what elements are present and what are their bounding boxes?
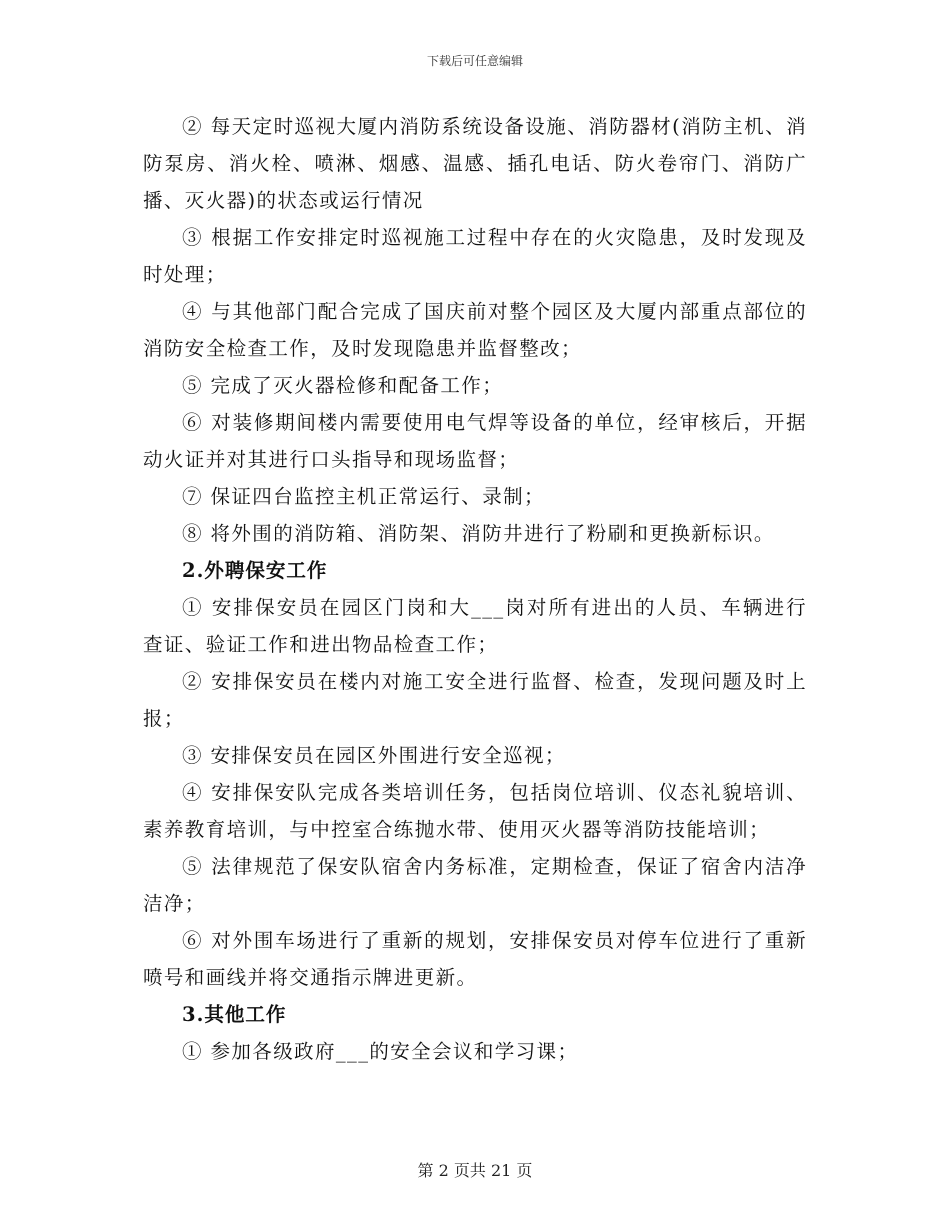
paragraph-item: ③ 根据工作安排定时巡视施工过程中存在的火灾隐患，及时发现及时处理； [143,226,807,286]
paragraph-item: ⑥ 对装修期间楼内需要使用电气焊等设备的单位，经审核后，开据动火证并对其进行口头指导和现场监督； [143,411,807,471]
paragraph-item: ③ 安排保安员在园区外围进行安全巡视； [182,744,566,767]
paragraph-item: ④ 与其他部门配合完成了国庆前对整个园区及大厦内部重点部位的消防安全检查工作，及时发现隐患并监督整改； [143,300,807,360]
paragraph-item: ⑧ 将外围的消防箱、消防架、消防井进行了粉刷和更换新标识。 [182,522,775,545]
paragraph-item: ② 每天定时巡视大厦内消防系统设备设施、消防器材(消防主机、消防泵房、消火栓、喷淋、烟感、温感、插孔电话、防火卷帘门、消防广播、灭火器)的状态或运行情况 [143,115,807,212]
page-header: 下载后可任意编辑 [426,54,523,68]
paragraph-item: ⑦ 保证四台监控主机正常运行、录制； [182,485,545,508]
paragraph-item: ⑤ 完成了灭火器检修和配备工作； [182,374,504,397]
paragraph-item: ② 安排保安员在楼内对施工安全进行监督、检查，发现问题及时上报； [143,670,807,730]
paragraph-item: ① 安排保安员在园区门岗和大___岗对所有进出的人员、车辆进行查证、验证工作和进出物品检查工作； [143,596,807,656]
paragraph-item: ① 参加各级政府___的安全会议和学习课； [182,1040,579,1063]
document-body [143,108,807,1070]
paragraph-item: ④ 安排保安队完成各类培训任务，包括岗位培训、仪态礼貌培训、素养教育培训，与中控室合练抛水带、使用灭火器等消防技能培训； [143,781,807,841]
section-heading: 3.其他工作 [182,1003,287,1026]
section-heading: 2.外聘保安工作 [182,559,328,582]
paragraph-item: ⑥ 对外围车场进行了重新的规划，安排保安员对停车位进行了重新喷号和画线并将交通指示牌进更新。 [143,929,807,989]
paragraph-item: ⑤ 法律规范了保安队宿舍内务标准，定期检查，保证了宿舍内洁净洁净； [143,855,807,915]
page-number: 第 2 页共 21 页 [417,1161,533,1180]
